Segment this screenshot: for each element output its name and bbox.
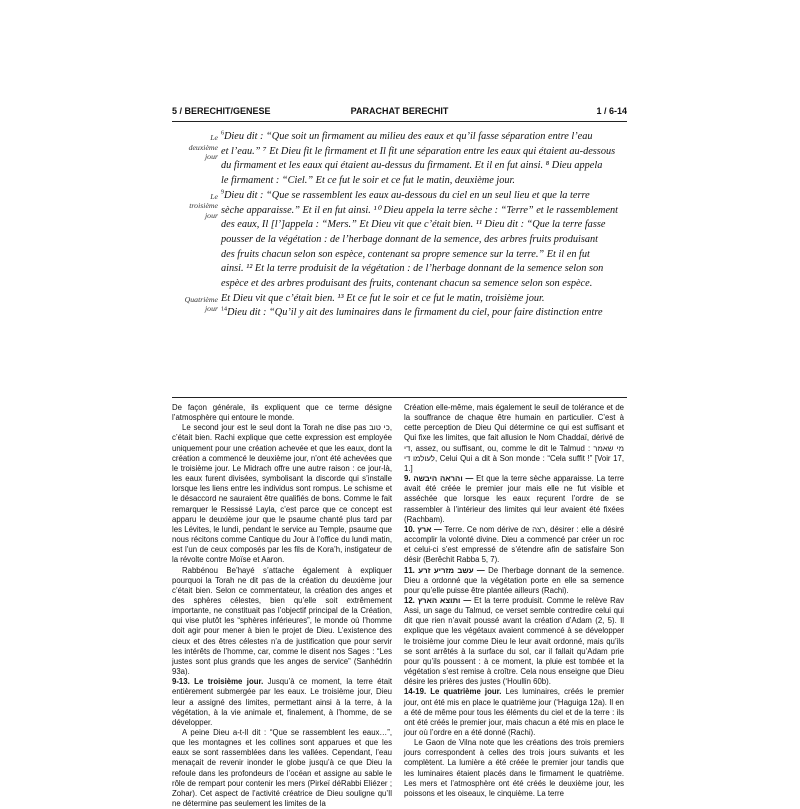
commentary-paragraph xyxy=(404,566,624,596)
commentary-text: Rabbénou Be’hayé s’attache également à expliquer pourquoi la Torah ne dit pas de la création du deuxième jour c’était bien. Selon ce commentateur, la création des anges et des sphères célestes, bien qu’elle soit extrêmement importante, ne constituait pas l’objectif principal de la Création, qui vise plutôt les “sphères inférieures”, le monde où l’homme doit agir pour mener à bien le projet de Dieu. L’existence des cieux et des êtres célestes n’a de justification que pour servir les intérêts de l’homme, car, comme le disent nos Sages : “Les justes sont plus grands que les anges de service” (Sanhédrin 93a). xyxy=(172,565,392,677)
commentary-heading: 11. עשב מזריע זרע — xyxy=(404,565,485,575)
verse-line-text: des eaux, Il [l’]appela : “Mers.” Et Dieu vit que c’était bien. ¹¹ Dieu dit : “Que la terre fasse xyxy=(221,219,606,231)
verse-line xyxy=(221,292,545,307)
verse-line xyxy=(221,248,590,263)
commentary-paragraph xyxy=(172,677,392,728)
verse-line xyxy=(221,204,618,219)
verse-number: 6 xyxy=(221,130,224,137)
verse-line-text: des fruits chacun selon son espèce, contenant sa propre semence sur la terre.” Et il en fut xyxy=(221,248,590,260)
header-chapter-number: 1 xyxy=(596,106,602,116)
verse-line-text: Dieu dit : “Qu’il y ait des luminaires dans le firmament du ciel, pour faire distinction entre xyxy=(227,307,603,319)
page-header xyxy=(172,104,627,118)
margin-day-word: Le xyxy=(210,133,218,142)
verse-line xyxy=(221,189,590,204)
margin-day-label xyxy=(172,133,218,162)
commentary-paragraph xyxy=(404,596,624,687)
verse-line xyxy=(221,145,615,160)
margin-day-word: jour xyxy=(205,304,218,314)
commentary-paragraph xyxy=(172,403,392,423)
commentary-paragraph xyxy=(404,474,624,525)
verse-line-text: du firmament et les eaux qui étaient au-dessus du firmament. Et il en fut ainsi. ⁸ Dieu appela xyxy=(221,160,603,172)
commentary-text: Et que la terre sèche apparaisse. La terre avait été créée le premier jour mais elle ne fut visible et asséchée que lorsque les eaux reçurent l’ordre de se rassembler à l’intérieur des limites qui leur avaient été fixées (Rachbam). xyxy=(404,474,625,524)
commentary-paragraph xyxy=(172,728,392,809)
verse-line-text: Dieu dit : “Que se rassemblent les eaux au-dessous du ciel en un seul lieu et que la terre xyxy=(224,189,590,201)
margin-day-label xyxy=(172,295,218,314)
commentary-paragraph xyxy=(404,403,624,474)
header-chapter-ref xyxy=(596,106,627,116)
verse-line-text: sèche apparaisse.” Et il en fut ainsi. ¹⁰ Dieu appela la terre sèche : “Terre” et le rassemblement xyxy=(221,204,619,216)
verse-line-text: Et Dieu vit que c’était bien. ¹³ Et ce fut le soir et ce fut le matin, troisième jour. xyxy=(221,292,545,304)
verse-line xyxy=(221,306,603,321)
margin-day-word: jour xyxy=(205,210,218,220)
verse-line-text: le firmament : “Ciel.” Et ce fut le soir et ce fut le matin, deuxième jour. xyxy=(221,175,515,187)
commentary-text: Jusqu’à ce moment, la terre était entièrement submergée par les eaux. Le troisième jour, Dieu leur a assigné des limites, permettant ainsi à la terre, à la végétation, à la vie animale et, finalement, à l’homme, de se développer. xyxy=(172,677,393,727)
verse-line xyxy=(221,277,592,292)
book-page xyxy=(172,104,627,809)
verse-commentary-divider xyxy=(172,397,627,398)
commentary-text: Et la terre produisit. Comme le relève Rav Assi, un sage du Talmud, ce verset semble contredire celui qui dit que rien n’avait poussé avant la création d’Adam (2, 5). Il explique que les végétaux avaient commencé à se développer le troisième jour comme Dieu le leur avait ordonné, mais qu’ils se sont arrêtés à la surface du sol, car il fallait qu’Adam prie pour qu’ils poussent : à ce moment, la pluie est tombée et la végétation s’est remise à croître. Cela nous enseigne que Dieu désire les prières des justes (‘Houllin 60b). xyxy=(404,595,624,687)
commentary-text: Terre. Ce nom dérive de רצה, désirer : elle a désiré accomplir la volonté divine. Dieu a commencé par créer un roc et celui-ci s’est empressé de s’étendre afin de satisfaire Son désir (Berêchit Rabba 5, 7). xyxy=(404,524,624,565)
commentary-text: Le Gaon de Vilna note que les créations des trois premiers jours correspondent à celles des trois jours suivants et les complètent. La lumière a été créée le premier jour tandis que les luminaires étaient placés dans le firmament le quatrième. Les mers et l’atmosphère ont été créés le deuxième jour, les poissons et les oiseaux, le cinquième. La terre xyxy=(404,738,624,798)
commentary-text: Les luminaires, créés le premier jour, ont été mis en place le quatrième jour (‘Haguiga 12a). Il en a été de même pour tous les éléments du ciel et de la terre : ils ont été créés le premier jour, mais chacun a été mis en place le jour où l’ordre en a été donné (Rachi). xyxy=(404,687,624,737)
verse-line-text: espèce et des arbres produisant des fruits, contenant chacun sa semence selon son espèce. xyxy=(221,278,593,289)
verse-line xyxy=(221,233,598,248)
header-verse-range: / 6-14 xyxy=(601,106,627,116)
verse-line-text: et l’eau.” ⁷ Et Dieu fit le firmament et Il fit une séparation entre les eaux qui étaient au-dessous xyxy=(221,145,616,157)
margin-day-word: deuxième xyxy=(188,142,218,152)
margin-day-word: Le xyxy=(210,191,218,201)
commentary-heading: 10. ארץ — xyxy=(404,524,442,534)
verse-number: 9 xyxy=(221,189,224,196)
commentary-right-column xyxy=(404,403,624,799)
commentary-left-column xyxy=(172,403,392,809)
commentary-heading: 9. והראה היבשה — xyxy=(404,474,474,484)
verse-line xyxy=(221,159,602,174)
header-parasha-title: PARACHAT BERECHIT xyxy=(350,106,449,116)
verse-line xyxy=(221,262,603,277)
verse-line-text: ainsi. ¹² Et la terre produisit de la végétation : de l’herbage donnant de la semence selon son xyxy=(221,263,604,275)
commentary-paragraph xyxy=(404,525,624,566)
commentary-paragraph xyxy=(404,738,624,799)
verse-line xyxy=(221,218,605,233)
commentary-paragraph xyxy=(404,687,624,738)
commentary-heading: 9-13. Le troisième jour. xyxy=(172,677,264,687)
commentary-text: Création elle-même, mais également le seuil de tolérance et de la souffrance de chaque être humain en particulier. C’est à cette perception de Dieu Qui détermine ce qui est suffisant et Qui fixe les limites, que fait allusion le Nom Chaddaï, dérivé de די, assez, ou suffisant, ou, comme le dit le Talmud : מי שאמר לעולמו די, Celui Qui a dit à Son monde : “Cela suffit !” [Voir 17, 1.] xyxy=(404,403,624,473)
verse-line-text: pousser de la végétation : de l’herbage donnant de la semence, des arbres fruits produisant xyxy=(221,233,599,245)
commentary-paragraph xyxy=(172,423,392,565)
verse-number: 14 xyxy=(221,306,227,313)
verse-line xyxy=(221,174,515,189)
commentary-text: De façon générale, ils expliquent que ce terme désigne l’atmosphère qui entoure le monde. xyxy=(172,403,392,423)
header-book-ref: 5 / BERECHIT/GENESE xyxy=(172,106,271,116)
commentary-paragraph xyxy=(172,566,392,678)
commentary-text: A peine Dieu a-t-Il dit : “Que se rassemblent les eaux…”, que les montagnes et les collines sont apparues et que les eaux se sont rassemblées dans les vallées. Cependant, l’eau menaçait de revenir inonder le globe jusqu’à ce que Dieu la refoule dans les profondeurs de l’océan et assigne au sable le rôle de rempart pour contenir les mers (Pirkeï déRabbi Eliézer ; Zohar). Cet aspect de l’activité créatrice de Dieu souligne qu’Il ne détermine pas seulement les limites de la xyxy=(172,728,392,809)
commentary-heading: 14-19. Le quatrième jour. xyxy=(404,687,502,697)
commentary-heading: 12. ותוצא הארץ — xyxy=(404,595,472,605)
margin-day-word: Quatrième xyxy=(184,294,218,304)
margin-day-label xyxy=(172,192,218,221)
commentary-text: De l’herbage donnant de la semence. Dieu a ordonné que la végétation porte en elle sa semence pour qu’elle puisse être plantée ailleurs (Rachi). xyxy=(404,565,624,595)
verse-line-text: Dieu dit : “Que soit un firmament au milieu des eaux et qu’il fasse séparation entre l’eau xyxy=(224,131,593,142)
header-rule xyxy=(172,121,627,122)
verse-line xyxy=(221,130,593,145)
margin-day-word: jour xyxy=(205,152,218,161)
commentary-text: Le second jour est le seul dont la Torah ne dise pas כי טוב, c’était bien. Rachi explique que cette expression est employée uniquement pour une création achevée et que les eaux, dont la création a commencé le deuxième jour, n’ont été achevées que le troisième jour. Le Midrach offre une autre raison : ce jour-là, les eaux furent divisées, symbolisant la discorde qui s’installe lorsque les liens entre les individus sont rompus. Le schisme et le désaccord ne sauraient être qualifiés de bons. Comme le fait remarquer le Ressissé Layla, c’est parce que ce concept est apparu le deuxième jour que le psaume chanté plus tard par les Lévites, le lundi, pendant le service au Temple, psaume que nous récitons comme Cantique du Jour à l’office du lundi matin, est l’un de ceux composés par les fils de Kora’h, instigateur de la révolte contre Moïse et Aaron. xyxy=(172,423,392,565)
margin-day-word: troisième xyxy=(189,201,218,211)
